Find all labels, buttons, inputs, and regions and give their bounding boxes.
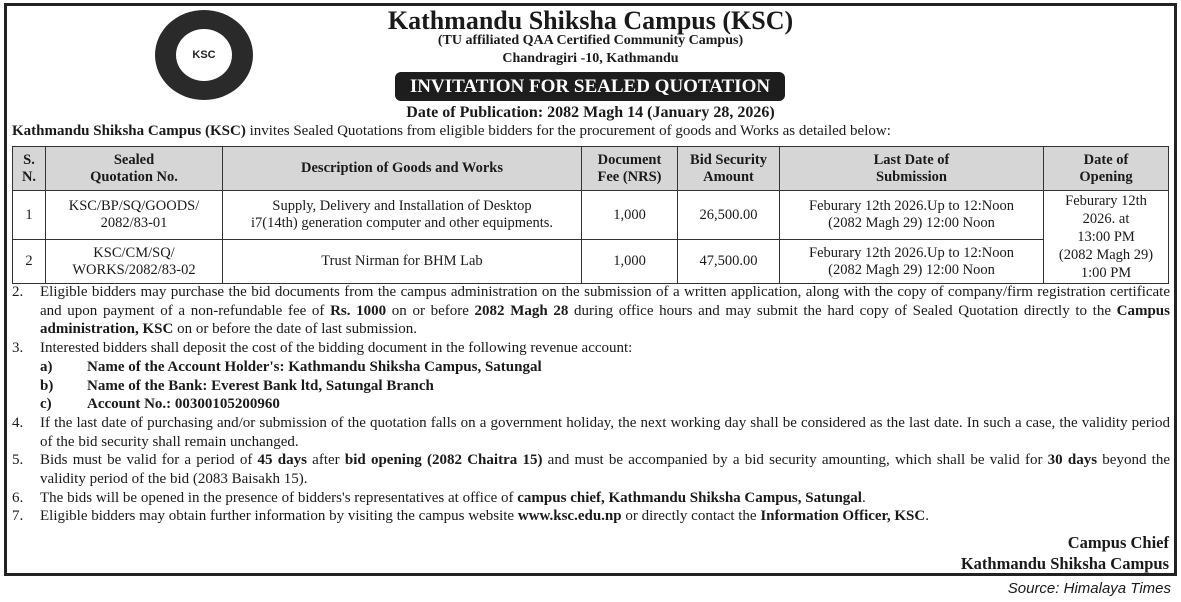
table-header <box>13 147 1169 191</box>
term-number: 4. <box>12 414 24 431</box>
term-number: 2. <box>12 284 24 300</box>
col-opening: Date of Opening <box>1044 147 1169 191</box>
account-holder: a) Name of the Account Holder's: Kathmandu Shiksha Campus, Satungal <box>40 358 542 375</box>
cell-sn: 1 <box>13 191 46 240</box>
cell-fee: 1,000 <box>582 240 678 284</box>
intro-bold: Kathmandu Shiksha Campus (KSC) <box>12 123 246 139</box>
cell-last-date: Feburary 12th 2026.Up to 12:Noon (2082 Magh 29) 12:00 Noon <box>780 240 1044 284</box>
term-number: 5. <box>12 452 24 469</box>
cell-description: Supply, Delivery and Installation of Desktop i7(14th) generation computer and other equipments. <box>223 191 582 240</box>
term-text: Bids must be valid for a period of 45 days after bid opening (2082 Chaitra 15) and must be accompanied by a bid security amounting, which shall be valid for 30 days beyond the validity period of the bid (2083 Baisakh 15). <box>40 452 1170 488</box>
col-sn: S. N. <box>13 147 46 191</box>
signatory-org: Kathmandu Shiksha Campus <box>960 554 1169 573</box>
col-description: Description of Goods and Works <box>223 147 582 191</box>
table-row <box>13 240 1169 284</box>
intro-text <box>12 123 891 140</box>
col-fee: Document Fee (NRS) <box>582 147 678 191</box>
cell-sn: 2 <box>13 240 46 284</box>
cell-quotation-no: KSC/CM/SQ/ WORKS/2082/83-02 <box>46 240 223 284</box>
cell-fee: 1,000 <box>582 191 678 240</box>
logo-emblem: KSC <box>176 29 232 81</box>
signatory-title: Campus Chief <box>1067 533 1169 552</box>
term-text: If the last date of purchasing and/or submission of the quotation falls on a government holiday, the next working day shall be considered as the last date. In such a case, the validity period of the bid security shall remain unchanged. <box>40 414 1170 450</box>
account-number: c) Account No.: 00300105200960 <box>40 396 280 413</box>
cell-quotation-no: KSC/BP/SQ/GOODS/ 2082/83-01 <box>46 191 223 240</box>
cell-security: 47,500.00 <box>678 240 780 284</box>
term-text: Eligible bidders may purchase the bid documents from the campus administration on the submission of a written application, along with the copy of company/firm registration certificate and upon payment of a non-refundable fee of Rs. 1000 on or before 2082 Magh 28 during office hours and may submit the hard copy of Sealed Quotation directly to the Campus administration, KSC on or before the date of last submission. <box>40 284 1170 338</box>
intro-rest: invites Sealed Quotations from eligible bidders for the procurement of goods and Works as detailed below: <box>245 123 891 139</box>
term-number: 6. <box>12 489 24 506</box>
term-text: Interested bidders shall deposit the cost of the bidding document in the following revenue account: <box>40 340 633 357</box>
cell-opening: Feburary 12th 2026. at 13:00 PM (2082 Magh 29) 1:00 PM <box>1044 191 1169 284</box>
term-text: Eligible bidders may obtain further information by visiting the campus website www.ksc.edu.np or directly contact the Information Officer, KSC. <box>40 508 929 525</box>
col-last-date: Last Date of Submission <box>780 147 1044 191</box>
term-6 <box>12 489 1170 508</box>
terms-list <box>12 283 1170 526</box>
col-security: Bid Security Amount <box>678 147 780 191</box>
term-3 <box>12 339 1170 358</box>
term-number: 3. <box>12 340 24 357</box>
subtitle: (TU affiliated QAA Certified Community Campus) <box>437 33 744 48</box>
signature-block <box>961 532 1169 574</box>
publication-date: Date of Publication: 2082 Magh 14 (January 28, 2026) <box>406 104 775 121</box>
term-number: 7. <box>12 508 24 525</box>
notice-banner: INVITATION FOR SEALED QUOTATION <box>395 72 785 101</box>
website-link[interactable]: www.ksc.edu.np <box>517 508 622 525</box>
term-4 <box>12 414 1170 451</box>
cell-description: Trust Nirman for BHM Lab <box>223 240 582 284</box>
cell-security: 26,500.00 <box>678 191 780 240</box>
term-2 <box>12 283 1170 339</box>
bank-name: b) Name of the Bank: Everest Bank ltd, Satungal Branch <box>40 377 434 394</box>
address: Chandragiri -10, Kathmandu <box>502 51 679 66</box>
quotation-table <box>12 146 1169 284</box>
source-credit: Source: Himalaya Times <box>1007 580 1171 597</box>
page-title: Kathmandu Shiksha Campus (KSC) <box>387 6 794 35</box>
term-text: The bids will be opened in the presence of bidders's representatives at office of campus chief, Kathmandu Shiksha Campus, Satungal. <box>40 489 866 506</box>
col-quotation-no: Sealed Quotation No. <box>46 147 223 191</box>
cell-last-date: Feburary 12th 2026.Up to 12:Noon (2082 Magh 29) 12:00 Noon <box>780 191 1044 240</box>
term-7 <box>12 507 1170 526</box>
table-row <box>13 191 1169 240</box>
term-5 <box>12 451 1170 488</box>
